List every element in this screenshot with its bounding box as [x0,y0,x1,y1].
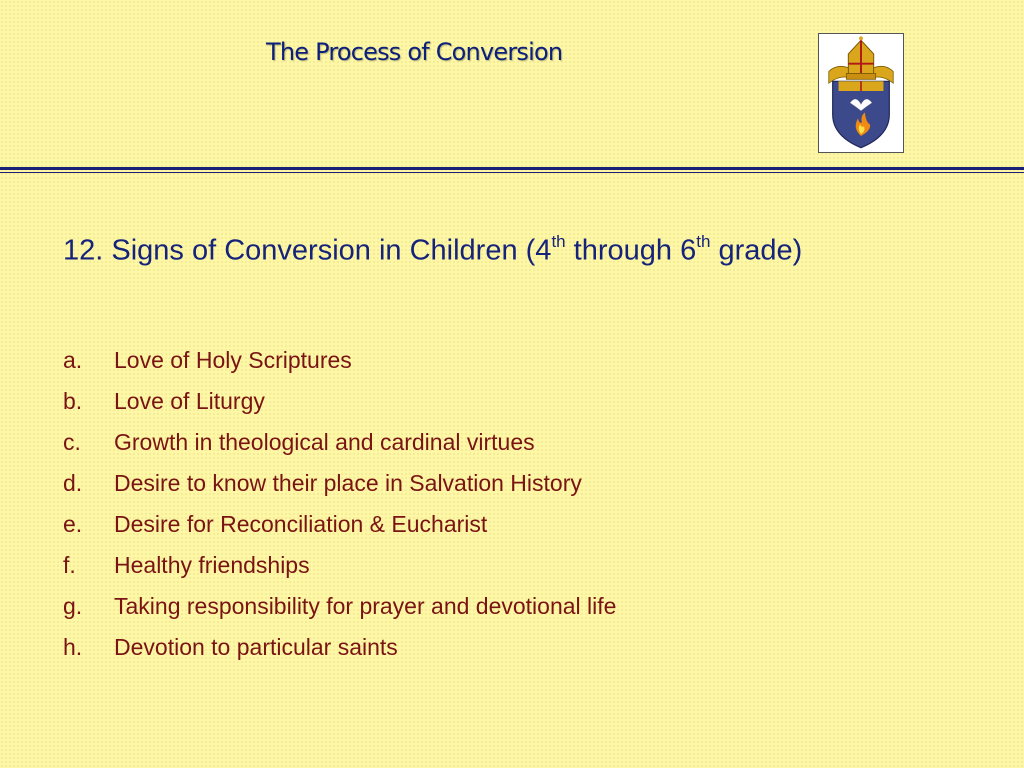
list-item-text: Desire to know their place in Salvation History [114,470,582,496]
list-item [63,340,616,381]
section-heading [63,234,802,268]
heading-prefix: 12. Signs of Conversion in Children (4 [63,234,552,267]
list-marker: e. [63,511,83,537]
list-item [63,545,616,586]
heading-middle: through 6 [565,234,697,267]
list-marker: f. [63,552,76,578]
list-marker: d. [63,470,83,496]
list-marker: c. [63,429,81,455]
heading-suffix: grade) [710,234,803,267]
list-item-text: Taking responsibility for prayer and devotional life [114,593,617,619]
list-item [63,586,616,627]
list-item [63,381,616,422]
diocese-crest-logo [818,33,904,153]
list-item-text: Desire for Reconciliation & Eucharist [114,511,488,537]
heading-superscript-2: th [696,232,711,251]
list-marker: h. [63,634,83,660]
list-item-text: Devotion to particular saints [114,634,398,660]
list-item-text: Growth in theological and cardinal virtues [114,429,535,455]
signs-list [63,340,616,668]
list-item-text: Healthy friendships [114,552,310,578]
header-divider-thick [0,167,1024,170]
list-item [63,627,616,668]
list-item [63,463,616,504]
list-marker: g. [63,593,83,619]
list-item-text: Love of Holy Scriptures [114,347,352,373]
list-item [63,504,616,545]
coat-of-arms-icon [819,34,903,152]
list-item-text: Love of Liturgy [114,388,265,414]
list-marker: a. [63,347,83,373]
header-divider-thin [0,172,1024,173]
list-marker: b. [63,388,83,414]
slide-title: The Process of Conversion [266,38,563,66]
list-item [63,422,616,463]
heading-superscript-1: th [551,232,566,251]
